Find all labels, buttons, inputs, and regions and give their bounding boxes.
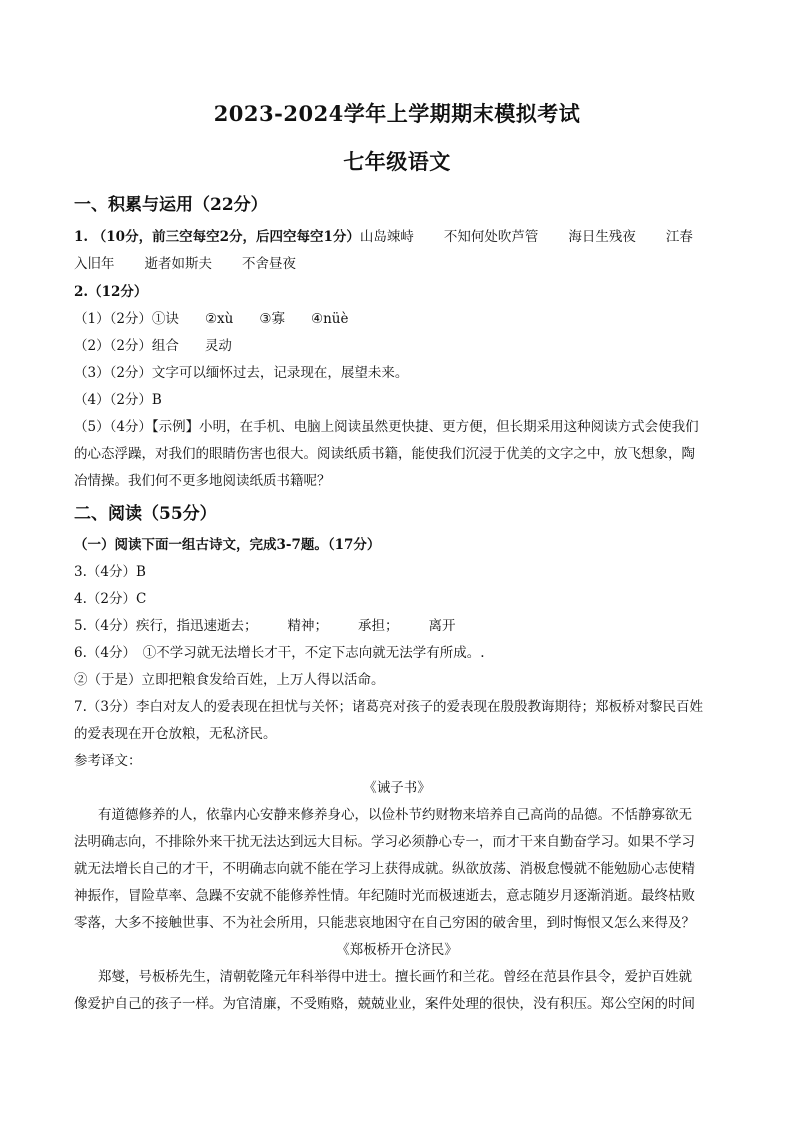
q3: 3.（4分）B (74, 564, 146, 580)
section1-heading: 一、积累与运用（22分） (74, 195, 268, 215)
translation2-line: 像爱护自己的孩子一样。为官清廉，不受贿赂，兢兢业业，案件处理的很快，没有积压。郑公空闲的时间 (74, 996, 695, 1012)
translation1-title: 《诫子书》 (363, 780, 431, 796)
translation1-line: 零落，大多不接触世事、不为社会所用，只能悲哀地困守在自己穷困的破舍里，到时悔恨又怎么来得及？ (74, 915, 695, 931)
q2-5-line2: 的心态浮躁，对我们的眼睛伤害也很大。阅读纸质书籍，能使我们沉浸于优美的文字之中，放飞想象，陶 (74, 446, 695, 462)
q1-label: 1. （10分，前三空每空2分，后四空每空1分） (74, 229, 360, 245)
translation1-line: 有道德修养的人，依靠内心安静来修养身心，以俭朴节约财物来培养自己高尚的品德。不恬静寡欲无 (98, 807, 692, 823)
q1-answer-3: 海日生残夜 (568, 229, 636, 245)
q1-line1 (74, 225, 693, 245)
q6b: ②（于是）立即把粮食发给百姓，上万人得以活命。 (74, 672, 385, 688)
section2-subheading: （一）阅读下面一组古诗文，完成3-7题。（17分） (74, 537, 381, 553)
q2-5-line1: （5）（4分）【示例】小明，在手机、电脑上阅读虽然更快捷、更方便，但长期采用这种阅读方式会使我们 (74, 419, 699, 435)
page-subtitle: 七年级语文 (343, 149, 451, 174)
reference-label: 参考译文： (74, 753, 142, 769)
q2-label: 2.（12分） (74, 284, 148, 300)
q2-1: （1）（2分）①诀 ②xù ③寡 ④nüè (74, 311, 349, 327)
q2-3: （3）（2分）文字可以缅怀过去，记录现在，展望未来。 (74, 365, 409, 381)
q4: 4.（2分）C (74, 591, 147, 607)
translation2-line: 郑燮，号板桥先生，清朝乾隆元年科举得中进士。擅长画竹和兰花。曾经在范县作县令，爱护百姓就 (98, 969, 692, 985)
q1-line2: 入旧年 逝者如斯夫 不舍昼夜 (74, 256, 296, 272)
q2-4: （4）（2分）B (74, 392, 162, 408)
translation1-line: 法明确志向，不排除外来干扰无法达到远大目标。学习必须静心专一，而才干来自勤奋学习。如果不学习 (74, 834, 695, 850)
q2-2: （2）（2分）组合 灵动 (74, 338, 232, 354)
q1-answer-1: 山岛竦峙 (359, 229, 414, 245)
q1-answer-2: 不知何处吹芦管 (443, 229, 539, 245)
q7-line2: 的爱表现在开仓放粮，无私济民。 (74, 726, 277, 742)
q2-5-line3: 冶情操。我们何不更多地阅读纸质书籍呢？ (74, 473, 331, 489)
section2-heading: 二、阅读（55分） (74, 504, 217, 524)
translation2-title: 《郑板桥开仓济民》 (336, 942, 458, 958)
q7-line1: 7.（3分）李白对友人的爱表现在担忧与关怀；诸葛亮对孩子的爱表现在殷殷教诲期待；郑板桥对黎民百姓 (74, 699, 703, 715)
page-title: 2023-2024学年上学期期末模拟考试 (213, 101, 581, 126)
q6: 6.（4分） ①不学习就无法增长才干，不定下志向就无法学有所成。. (74, 645, 485, 661)
translation1-line: 就无法增长自己的才干，不明确志向就不能在学习上获得成就。纵欲放荡、消极怠慢就不能勉励心志使精 (74, 861, 695, 877)
q1-answer-4: 江春 (665, 229, 693, 245)
translation1-line: 神振作，冒险草率、急躁不安就不能修养性情。年纪随时光而极速逝去，意志随岁月逐渐消逝。最终枯败 (74, 888, 695, 904)
q5: 5.（4分）疾行，指迅速逝去； 精神； 承担； 离开 (74, 618, 456, 634)
